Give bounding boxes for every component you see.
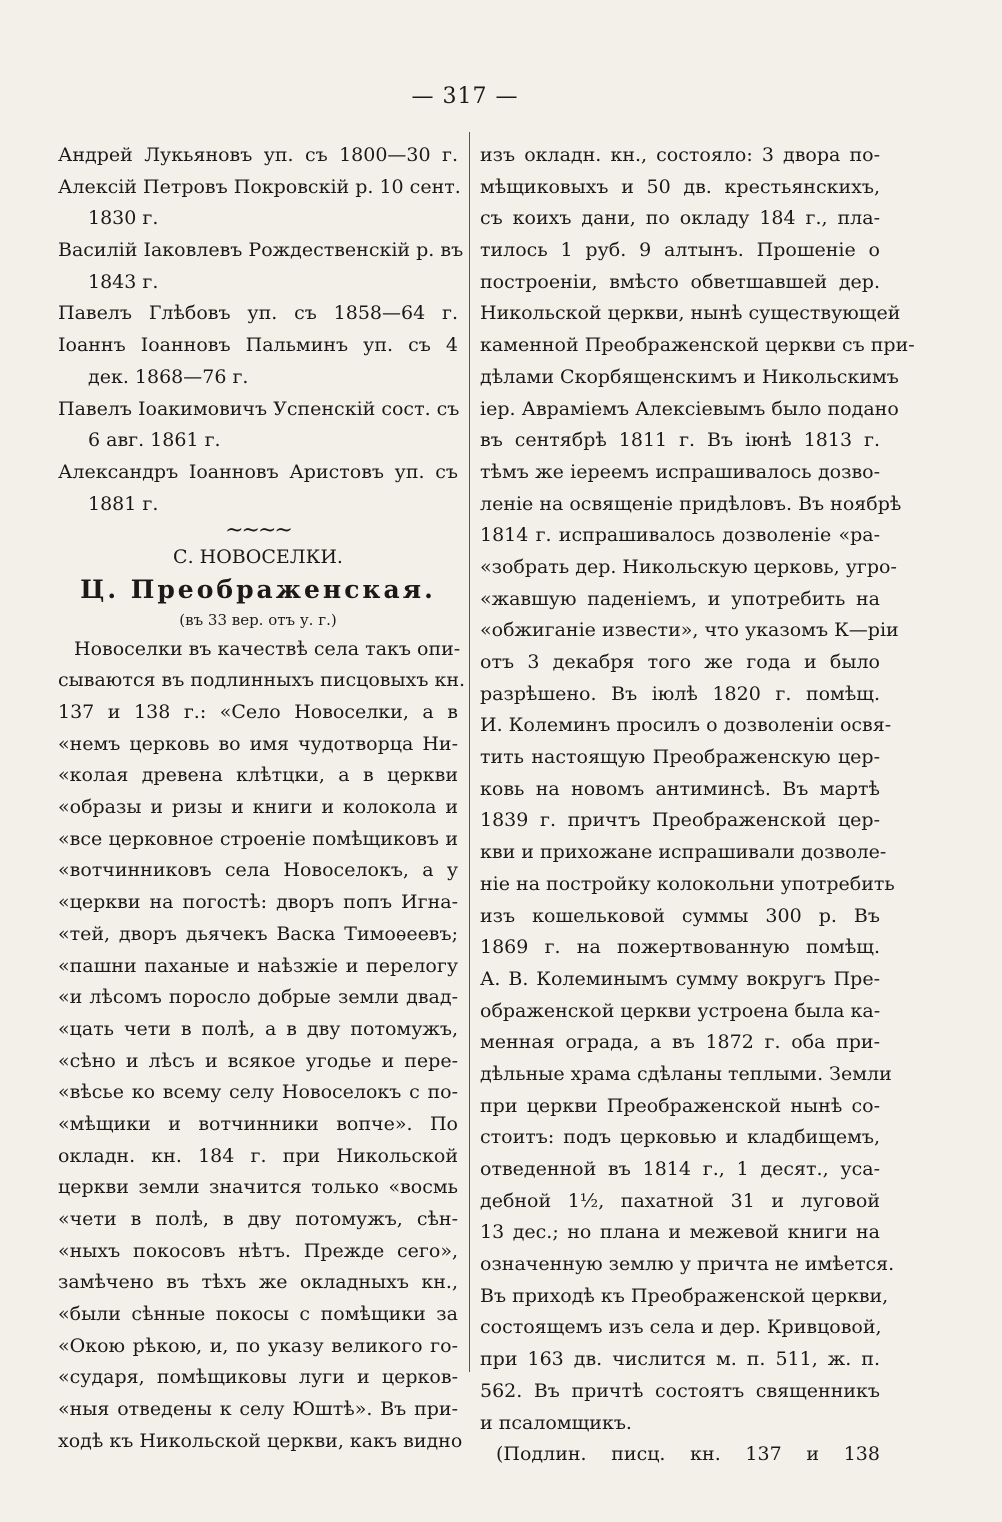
body-line: 1869 г. на пожертвованную помѣщ. (480, 936, 880, 959)
ornament-divider: ~~~~ (225, 518, 291, 544)
body-line: дебной 1½, пахатной 31 и луговой (480, 1189, 880, 1212)
clergy-entry-cont: 1843 г. (88, 270, 159, 293)
body-line: «образы и ризы и книги и колокола и (58, 796, 458, 819)
body-line: «вѣсье ко всему селу Новоселокъ с по- (58, 1081, 458, 1104)
body-line: тить настоящую Преображенскую цер- (480, 746, 880, 769)
body-line: изъ окладн. кн., состояло: 3 двора по- (480, 144, 880, 166)
body-line: менная ограда, а въ 1872 г. оба при- (480, 1031, 880, 1054)
body-line: «чети в полѣ, в дву потомужъ, сѣн- (58, 1208, 458, 1230)
body-line: замѣчено въ тѣхъ же окладныхъ кн., (58, 1271, 458, 1294)
body-line: 562. Въ причтѣ состоятъ священникъ (480, 1379, 880, 1402)
body-line: «ныя отведены к селу Юштѣ». Въ при- (58, 1398, 458, 1421)
clergy-entry: Александръ Іоанновъ Аристовъ уп. съ (58, 460, 458, 483)
body-line: «сѣно и лѣсъ и всякое угодье и пере- (58, 1049, 458, 1072)
body-line: «обжиганіе извести», что указомъ К—ріи (480, 619, 899, 642)
body-line: въ сентябрѣ 1811 г. Въ іюнѣ 1813 г. (480, 429, 880, 452)
body-line: 1839 г. причтъ Преображенской цер- (480, 809, 880, 832)
body-line: «цать чети в полѣ, а в дву потомужъ, (58, 1017, 458, 1040)
body-line: и псаломщикъ. (480, 1411, 632, 1434)
body-line: при 163 дв. числится м. п. 511, ж. п. (480, 1348, 880, 1371)
body-line: церкви земли значится только «восмь (58, 1176, 458, 1199)
body-line: изъ кошельковой суммы 300 р. Въ (480, 904, 880, 927)
right-column (480, 140, 915, 1471)
body-line: Новоселки въ качествѣ села такъ опи- (74, 637, 461, 660)
body-line: леніе на освященіе придѣловъ. Въ ноябрѣ (480, 492, 902, 515)
clergy-entry: Павелъ Глѣбовъ уп. съ 1858—64 г. (58, 302, 458, 325)
body-line: ніе на постройку колокольни употребить (480, 872, 895, 895)
left-column (58, 140, 466, 1458)
body-line: состоящемъ изъ села и дер. Кривцовой, (480, 1316, 882, 1339)
body-line: 1814 г. испрашивалось дозволеніе «ра- (480, 524, 880, 547)
body-line: «ныхъ покосовъ нѣтъ. Прежде сего», (58, 1239, 458, 1262)
body-line: «немъ церковь во имя чудотворца Ни- (58, 732, 458, 755)
page-number: — 317 — (411, 84, 519, 109)
body-line: разрѣшено. Въ іюлѣ 1820 г. помѣщ. (480, 682, 880, 705)
body-line: дѣльные храма сдѣланы теплыми. Земли (480, 1062, 892, 1085)
body-line: «церкви на погостѣ: дворъ попъ Игна- (58, 891, 458, 914)
body-line: Въ приходѣ къ Преображенской церкви, (480, 1284, 889, 1307)
column-divider (469, 132, 470, 1372)
body-line: «зобрать дер. Никольскую церковь, угро- (480, 555, 897, 578)
body-line: «колая древена клѣтцки, а в церкви (58, 764, 458, 787)
clergy-entry: Василій Іаковлевъ Рождественскій р. въ (58, 239, 464, 262)
body-line: «сударя, помѣщиковы луги и церков- (58, 1366, 458, 1389)
body-line: отъ 3 декабря того же года и было (480, 651, 880, 673)
body-line: окладн. кн. 184 г. при Никольской (58, 1144, 458, 1167)
body-line: отведенной въ 1814 г., 1 десят., уса- (480, 1158, 880, 1180)
body-line: «тей, дворъ дьячекъ Васка Тимоѳеевъ; (58, 922, 458, 945)
section-title: С. НОВОСЕЛКИ. (173, 546, 343, 569)
clergy-entry: Алексій Петровъ Покровскій р. 10 сент. (58, 175, 461, 198)
body-line: 13 дес.; но плана и межевой книги на (480, 1221, 880, 1244)
clergy-entry-cont: 6 авг. 1861 г. (88, 429, 221, 452)
body-line: «были сѣнные покосы с помѣщики за (58, 1303, 458, 1326)
body-line: «и лѣсомъ поросло добрые земли двад- (58, 986, 458, 1009)
body-line: тилось 1 руб. 9 алтынъ. Прошеніе о (480, 239, 880, 262)
body-line: построеніи, вмѣсто обветшавшей дер. (480, 270, 880, 293)
body-line: Никольской церкви, нынѣ существующей (480, 302, 901, 325)
body-line: «Окою рѣкою, и, по указу великого го- (58, 1334, 458, 1357)
body-line: сываются въ подлинныхъ писцовыхъ кн. (58, 669, 466, 692)
body-line: стоитъ: подъ церковью и кладбищемъ, (480, 1126, 880, 1149)
body-line: каменной Преображенской церкви съ при- (480, 334, 915, 357)
body-line: іер. Авраміемъ Алексіевымъ было подано (480, 397, 899, 420)
clergy-entry-cont: 1881 г. (88, 492, 159, 515)
body-line: дѣлами Скорбященскимъ и Никольскимъ (480, 365, 899, 388)
body-line: кви и прихожане испрашивали дозволе- (480, 841, 887, 864)
body-line: мѣщиковыхъ и 50 дв. крестьянскихъ, (480, 175, 880, 198)
body-line: «вотчинниковъ села Новоселокъ, а у (58, 859, 458, 882)
body-line: «мѣщики и вотчинники вопче». По (58, 1112, 458, 1135)
clergy-entry: Іоаннъ Іоанновъ Пальминъ уп. съ 4 (58, 334, 458, 357)
body-line: ображенской церкви устроена была ка- (480, 999, 881, 1022)
body-line: 137 и 138 г.: «Село Новоселки, а в (58, 701, 458, 723)
clergy-entry: Андрей Лукьяновъ уп. съ 1800—30 г. (58, 144, 458, 166)
body-line: А. В. Колеминымъ сумму вокругъ Пре- (480, 967, 880, 990)
body-line: означенную землю у причта не имѣется. (480, 1253, 895, 1276)
body-line: «жавшую паденіемъ, и употребить на (480, 587, 880, 610)
body-line: при церкви Преображенской нынѣ со- (480, 1094, 880, 1117)
body-line: «все церковное строеніе помѣщиковъ и (58, 827, 458, 850)
clergy-entry-cont: 1830 г. (88, 207, 159, 230)
body-line: съ коихъ дани, по окладу 184 г., пла- (480, 207, 880, 230)
church-title: Ц. Преображенская. (80, 574, 436, 604)
distance-note: (въ 33 вер. отъ у. г.) (179, 610, 337, 629)
body-line: ковь на новомъ антиминсѣ. Въ мартѣ (480, 777, 880, 800)
clergy-entry: Павелъ Іоакимовичъ Успенскій сост. съ (58, 397, 460, 420)
body-line: И. Колеминъ просилъ о дозволеніи освя- (480, 714, 892, 737)
body-line: «пашни паханые и наѣзжіе и перелогу (58, 954, 458, 977)
body-line: (Подлин. писц. кн. 137 и 138 (496, 1443, 880, 1466)
clergy-entry-cont: дек. 1868—76 г. (88, 365, 249, 388)
body-line: тѣмъ же іереемъ испрашивалось дозво- (480, 460, 880, 483)
body-line: ходѣ къ Никольской церкви, какъ видно (58, 1429, 463, 1452)
